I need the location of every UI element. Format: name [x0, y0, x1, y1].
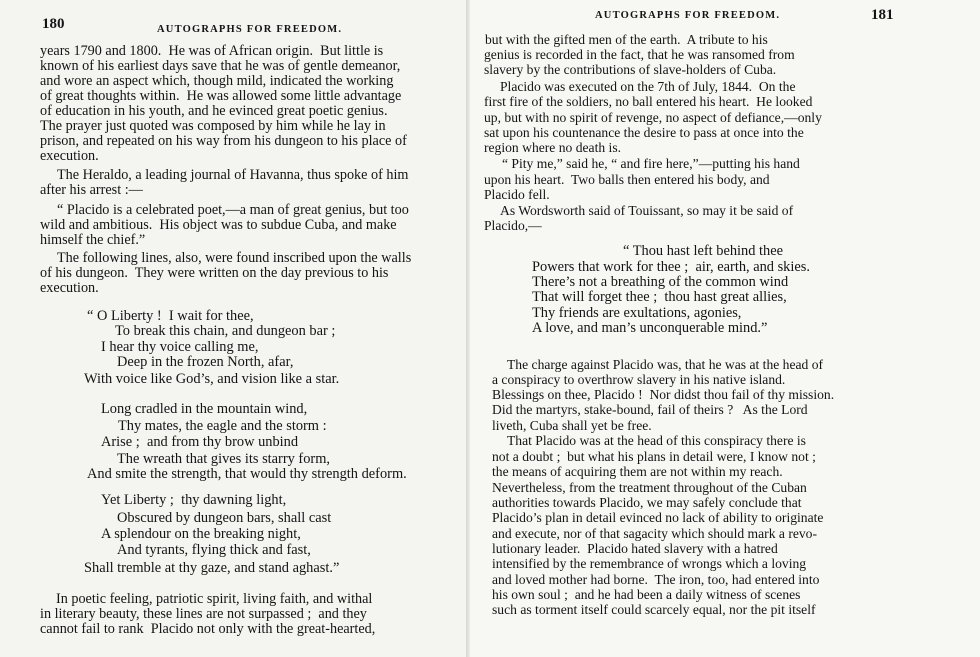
text-line: intensified by the remembrance of wrongs which a loving	[492, 556, 807, 571]
text-line: known of his earliest days save that he was of gentle demeanor,	[40, 58, 401, 74]
text-line: Did the martyrs, stake-bound, fail of theirs ? As the Lord	[492, 402, 808, 417]
running-head: AUTOGRAPHS FOR FREEDOM.	[595, 10, 781, 21]
text-line: lutionary leader. Placido hated slavery with a hatred	[492, 541, 778, 556]
poem-line: Long cradled in the mountain wind,	[101, 401, 308, 417]
poem-line: A love, and man’s unconquerable mind.”	[532, 320, 768, 336]
text-line: That Placido was at the head of this conspiracy there is	[507, 433, 806, 448]
poem-line: Powers that work for thee ; air, earth, and skies.	[532, 259, 810, 275]
text-line: years 1790 and 1800. He was of African origin. But little is	[40, 43, 384, 59]
text-line: cannot fail to rank Placido not only with the great-hearted,	[40, 621, 376, 637]
text-line: genius is recorded in the fact, that he was ransomed from	[484, 47, 795, 62]
text-line: of education in his youth, and he evinced great poetic genius.	[40, 103, 388, 119]
text-line: but with the gifted men of the earth. A tribute to his	[485, 32, 768, 47]
text-line: wild and ambitious. His object was to subdue Cuba, and make	[40, 217, 397, 233]
text-line: Blessings on thee, Placido ! Nor didst thou fail of thy mission.	[492, 387, 835, 402]
text-line: himself the chief.”	[40, 232, 146, 248]
poem-line: And tyrants, flying thick and fast,	[117, 542, 311, 558]
text-line: Placido was executed on the 7th of July, 1844. On the	[500, 79, 796, 94]
text-line: In poetic feeling, patriotic spirit, living faith, and withal	[56, 591, 373, 607]
text-line: region where no death is.	[484, 140, 622, 155]
poem-line: To break this chain, and dungeon bar ;	[115, 323, 336, 339]
text-line: The following lines, also, were found inscribed upon the walls	[57, 250, 412, 266]
text-line: and loved mother had borne. The iron, too, had entered into	[492, 572, 820, 587]
text-line: after his arrest :—	[40, 182, 143, 198]
text-line: a conspiracy to overthrow slavery in his native island.	[492, 372, 786, 387]
poem-line: Obscured by dungeon bars, shall cast	[117, 510, 332, 526]
text-line: liveth, Cuba shall yet be free.	[492, 418, 652, 433]
page-number: 180	[42, 16, 65, 32]
text-line: not a doubt ; but what his plans in detail were, I know not ;	[492, 449, 816, 464]
text-line: “ Pity me,” said he, “ and fire here,”—putting his hand	[502, 156, 800, 171]
poem-line: “ O Liberty ! I wait for thee,	[87, 308, 254, 324]
poem-line: A splendour on the breaking night,	[101, 526, 301, 542]
text-line: “ Placido is a celebrated poet,—a man of great genius, but too	[57, 202, 409, 218]
poem-line: “ Thou hast left behind thee	[623, 243, 783, 259]
text-line: Nevertheless, from the treatment throughout of the Cuban	[492, 480, 807, 495]
poem-line: That will forget thee ; thou hast great allies,	[532, 289, 787, 305]
text-line: upon his heart. Two balls then entered his body, and	[484, 172, 770, 187]
text-line: The charge against Placido was, that he was at the head of	[507, 357, 824, 372]
text-line: slavery by the contributions of slave-holders of Cuba.	[484, 62, 777, 77]
poem-line: There’s not a breathing of the common wind	[532, 274, 789, 290]
poem-line: I hear thy voice calling me,	[101, 339, 259, 355]
poem-line: Thy friends are exultations, agonies,	[532, 305, 742, 321]
text-line: As Wordsworth said of Touissant, so may it be said of	[500, 203, 794, 218]
poem-line: The wreath that gives its starry form,	[117, 451, 330, 467]
text-line: prison, and repeated on his way from his dungeon to his place of	[40, 133, 407, 149]
poem-line: With voice like God’s, and vision like a star.	[84, 371, 340, 387]
text-line: in literary beauty, these lines are not surpassed ; and they	[40, 606, 367, 622]
left-page	[0, 0, 468, 657]
text-line: up, but with no spirit of revenge, no aspect of defiance,—only	[484, 110, 822, 125]
poem-line: Shall tremble at thy gaze, and stand aghast.”	[84, 560, 340, 576]
poem-line: Arise ; and from thy brow unbind	[101, 434, 299, 450]
text-line: of his dungeon. They were written on the day previous to his	[40, 265, 389, 281]
text-line: his own soul ; and he had been a daily witness of scenes	[492, 587, 801, 602]
text-line: The prayer just quoted was composed by him while he lay in	[40, 118, 386, 134]
poem-line: Thy mates, the eagle and the storm :	[118, 418, 327, 434]
text-line: and execute, nor of that sagacity which should mark a revo-	[492, 526, 818, 541]
poem-line: Yet Liberty ; thy dawning light,	[101, 492, 287, 508]
text-line: execution.	[40, 148, 99, 164]
running-head: AUTOGRAPHS FOR FREEDOM.	[157, 24, 343, 35]
text-line: execution.	[40, 280, 99, 296]
text-line: authorities towards Placido, we may safely conclude that	[492, 495, 802, 510]
poem-line: Deep in the frozen North, afar,	[117, 354, 294, 370]
poem-line: And smite the strength, that would thy strength deform.	[87, 466, 407, 482]
text-line: and wore an aspect which, though mild, indicated the working	[40, 73, 394, 89]
page-number: 181	[871, 7, 894, 23]
text-line: The Heraldo, a leading journal of Havanna, thus spoke of him	[57, 167, 409, 183]
text-line: Placido,—	[484, 218, 542, 233]
text-line: Placido fell.	[484, 187, 550, 202]
text-line: the means of acquiring them are not within my reach.	[492, 464, 783, 479]
text-line: of great thoughts within. He was allowed some little advantage	[40, 88, 402, 104]
text-line: sat upon his countenance the desire to pass at once into the	[484, 125, 804, 140]
text-line: Placido’s plan in detail evinced no lack of ability to originate	[492, 510, 824, 525]
text-line: such as torment itself could scarcely equal, nor the pit itself	[492, 602, 816, 617]
text-line: first fire of the soldiers, no ball entered his heart. He looked	[484, 94, 813, 109]
right-page	[470, 0, 980, 657]
